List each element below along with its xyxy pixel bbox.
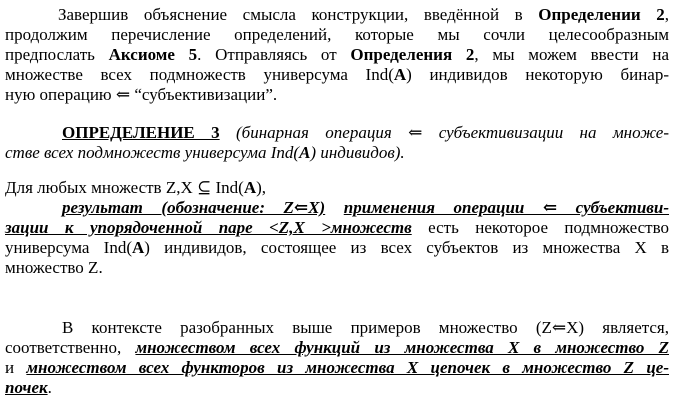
text: предпослать: [5, 45, 109, 64]
definition-heading-line: [62, 123, 669, 143]
p3-line-1: [62, 318, 669, 338]
text: множество Z.: [5, 258, 103, 277]
p1-line-1: [58, 5, 669, 25]
ref-axiom-5: Аксиоме 5: [108, 45, 198, 64]
symbol-a: A: [393, 65, 407, 84]
text: ) индивидов, состоящее из всех субъектов из множества X в: [144, 238, 670, 257]
emphasis-functors: множеством всех функторов из множества X цепочек в множество Z це-: [26, 358, 669, 377]
symbol-a: A: [132, 238, 145, 257]
text: ную операцию ⇐ “субъективизации”.: [5, 85, 278, 104]
p2-line-1: [5, 178, 669, 198]
text: есть некоторое подмножество: [411, 218, 669, 237]
p1-line-4: [5, 65, 669, 85]
ordered-pair-phrase: зации к упорядоченной паре <Z,X >множеств: [5, 218, 412, 237]
text: множестве всех подмножеств универсума Ind(: [5, 65, 394, 84]
text: Для любых множеств Z,X ⊆ Ind(: [5, 178, 244, 197]
definition-line-2: [5, 143, 669, 163]
operation-application: применения операции ⇐ субъективи-: [343, 198, 670, 217]
text: универсума Ind(: [5, 238, 133, 257]
text: и: [5, 358, 27, 377]
text: ,: [664, 5, 669, 24]
text: . Отправляясь от: [197, 45, 351, 64]
p2-line-5: [5, 258, 669, 278]
text: продолжим перечисление определений, которые мы сочли целесообразным: [5, 25, 669, 44]
p1-line-5: [5, 85, 669, 105]
text: ),: [256, 178, 267, 197]
p1-line-2: [5, 25, 669, 45]
text: стве всех подмножеств универсума Ind(: [5, 143, 300, 162]
p3-line-3: [5, 358, 669, 378]
symbol-a: A: [299, 143, 311, 162]
text: ) индивидов некоторую бинар-: [406, 65, 670, 84]
text: .: [47, 378, 52, 397]
p2-line-2: [62, 198, 669, 218]
p1-line-3: [5, 45, 669, 65]
text: , мы можем ввести на: [474, 45, 670, 64]
definition-caption: (бинарная операция ⇐ субъективизации на множе-: [219, 123, 669, 142]
definition-heading: ОПРЕДЕЛЕНИЕ 3: [62, 123, 220, 142]
ref-definition-2: Определения 2: [350, 45, 475, 64]
text: Завершив объяснение смысла конструкции, введённой в: [58, 5, 539, 24]
emphasis-functions: множеством всех функций из множества X в множество Z: [135, 338, 669, 357]
p2-line-3: [5, 218, 669, 238]
p3-line-4: [5, 378, 669, 398]
result-notation: результат (обозначение: Z⇐X): [62, 198, 326, 217]
emphasis-functors-end: почек: [5, 378, 48, 397]
text: В контексте разобранных выше примеров множество (Z⇐X) является,: [62, 318, 669, 337]
symbol-a: A: [243, 178, 257, 197]
ref-definition-2: Определении 2: [538, 5, 665, 24]
text: соответственно,: [5, 338, 136, 357]
p3-line-2: [5, 338, 669, 358]
p2-line-4: [5, 238, 669, 258]
text: ) индивидов).: [310, 143, 405, 162]
